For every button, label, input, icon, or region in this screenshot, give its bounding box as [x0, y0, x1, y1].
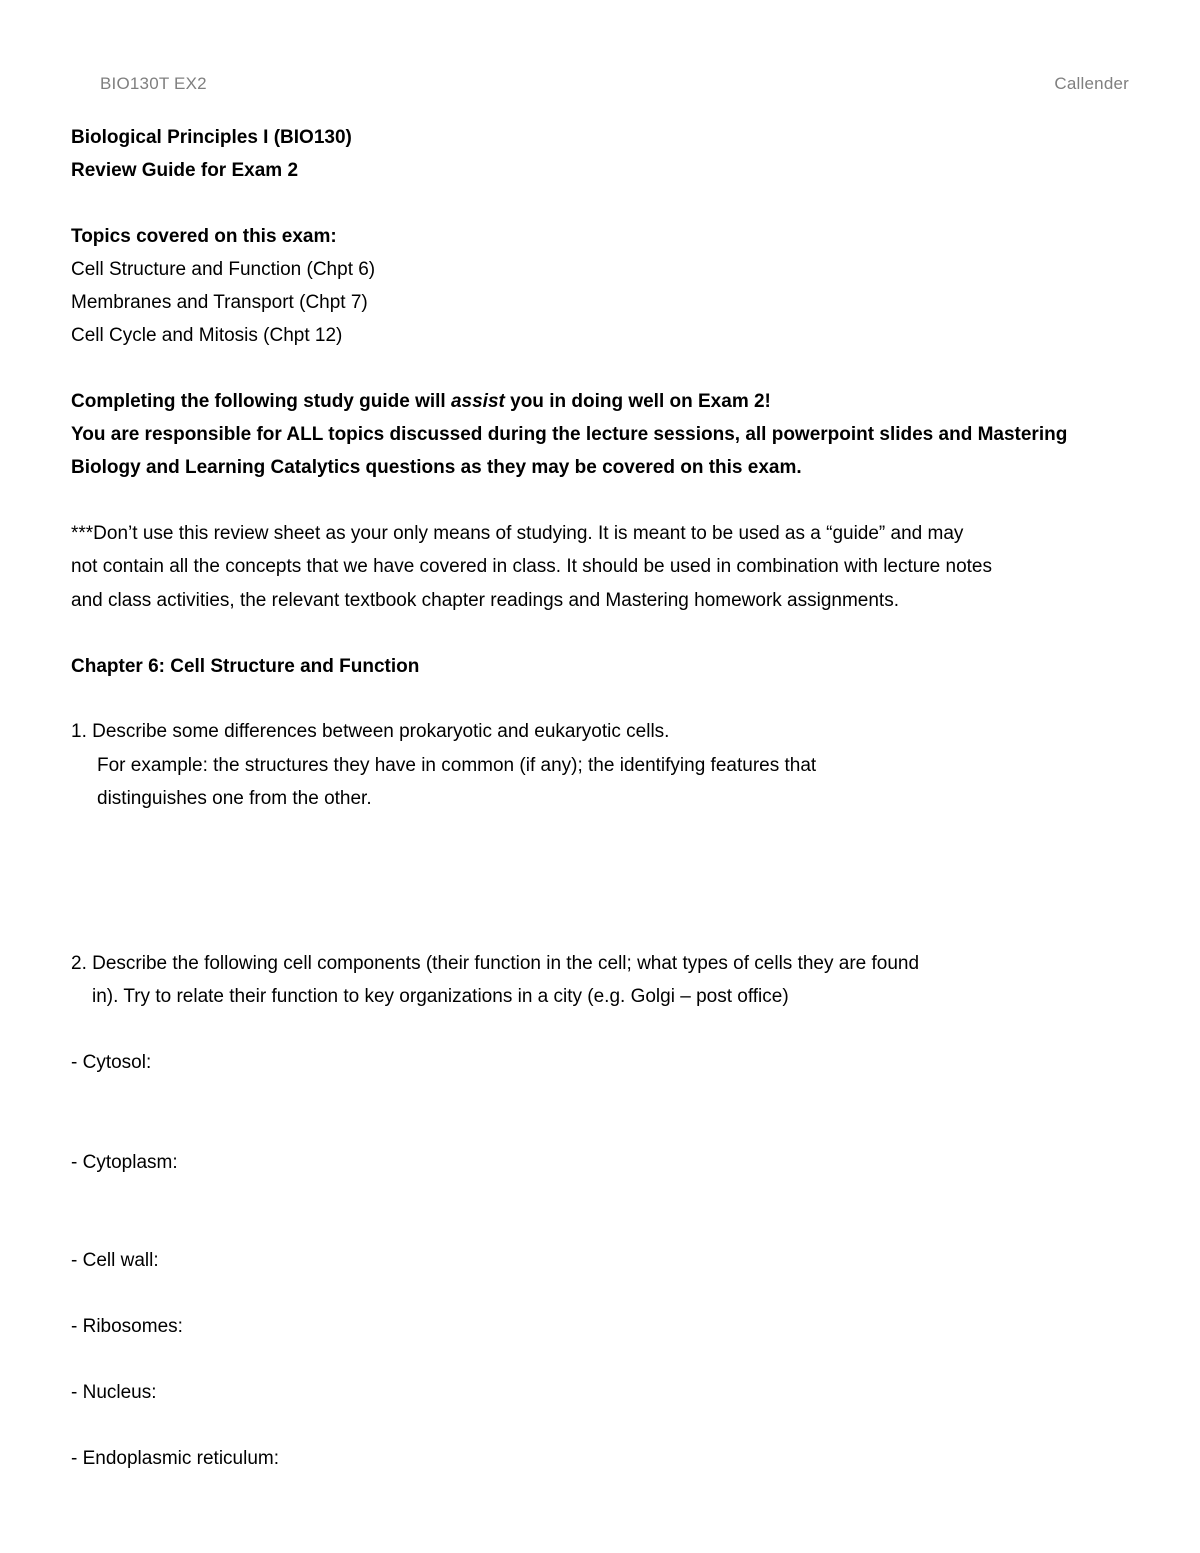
component-cell-wall: - Cell wall:	[71, 1250, 159, 1271]
course-title: Biological Principles I (BIO130)	[71, 127, 352, 148]
topics-heading: Topics covered on this exam:	[71, 226, 337, 247]
component-cytosol: - Cytosol:	[71, 1052, 152, 1073]
topic-item: Cell Cycle and Mitosis (Chpt 12)	[71, 325, 343, 346]
disclaimer-line-2: not contain all the concepts that we have covered in class. It should be used in combination with lecture notes	[71, 556, 992, 577]
notice-line-3: Biology and Learning Catalytics questions as they may be covered on this exam.	[71, 457, 802, 478]
component-cytoplasm: - Cytoplasm:	[71, 1152, 178, 1173]
header-course-code: BIO130T EX2	[100, 74, 207, 93]
notice-emphasis: assist	[450, 391, 505, 412]
question-2: 2. Describe the following cell components (their function in the cell; what types of cells they are found	[71, 953, 920, 974]
topic-item: Membranes and Transport (Chpt 7)	[71, 292, 368, 313]
question-1-detail: For example: the structures they have in common (if any); the identifying features that	[97, 755, 817, 776]
disclaimer-line-3: and class activities, the relevant textbook chapter readings and Mastering homework assignments.	[71, 590, 899, 611]
guide-title: Review Guide for Exam 2	[71, 160, 299, 181]
component-nucleus: - Nucleus:	[71, 1382, 157, 1403]
disclaimer-line-1: ***Don’t use this review sheet as your only means of studying. It is meant to be used as a “guide” and may	[71, 523, 964, 544]
question-2-detail: in). Try to relate their function to key organizations in a city (e.g. Golgi – post office)	[92, 986, 789, 1007]
question-1-detail: distinguishes one from the other.	[97, 788, 372, 809]
notice-text: Completing the following study guide will	[71, 391, 451, 412]
header-instructor: Callender	[1054, 74, 1129, 93]
notice-line-2: You are responsible for ALL topics discussed during the lecture sessions, all powerpoint slides and Mastering	[71, 424, 1068, 445]
notice-text: you in doing well on Exam 2!	[504, 391, 771, 412]
component-endoplasmic-reticulum: - Endoplasmic reticulum:	[71, 1448, 280, 1469]
chapter-heading: Chapter 6: Cell Structure and Function	[71, 656, 420, 677]
question-1: 1. Describe some differences between prokaryotic and eukaryotic cells.	[71, 721, 670, 742]
topic-item: Cell Structure and Function (Chpt 6)	[71, 259, 376, 280]
notice-line-1	[71, 390, 771, 414]
component-ribosomes: - Ribosomes:	[71, 1316, 183, 1337]
